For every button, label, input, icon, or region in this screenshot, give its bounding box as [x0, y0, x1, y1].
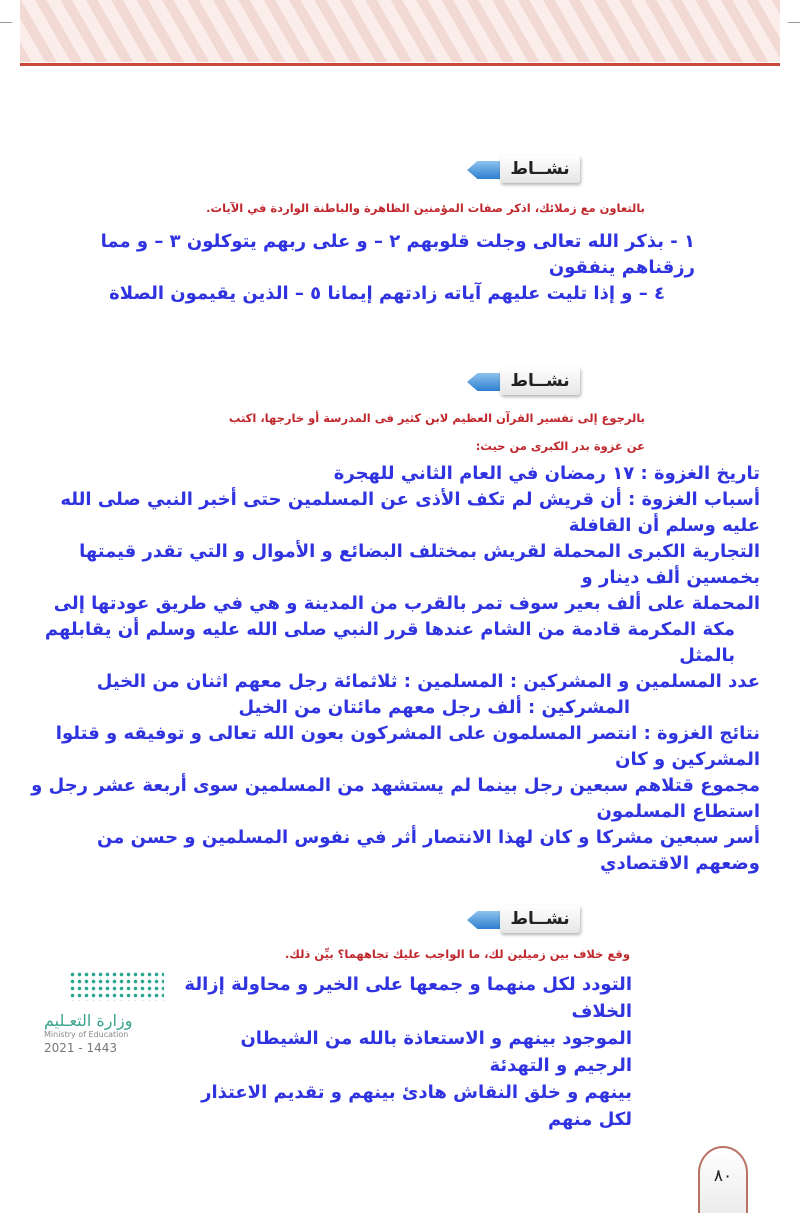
answer-line: التودد لكل منهما و جمعها على الخير و محاولة إزالة الخلاف	[184, 974, 632, 1022]
activity-badge	[465, 905, 580, 935]
activity-badge	[465, 367, 580, 397]
answer-line: المشركين : ألف رجل معهم مائتان من الخيل	[238, 697, 630, 718]
activity-instruction: بالتعاون مع زملائك، اذكر صفات المؤمنين الظاهرة والباطنة الواردة في الآيات.	[206, 201, 645, 215]
answer-line: ٤ – و إذا تليت عليهم آياته زادتهم إيمانا ٥ – الذين يقيمون الصلاة	[109, 283, 665, 304]
activity-instruction: وقع خلاف بين زميلين لك، ما الواجب عليك تجاههما؟ بيِّن ذلك.	[285, 947, 630, 961]
activity-label: نشــاط	[500, 367, 580, 395]
activity-label: نشــاط	[500, 155, 580, 183]
answer-line: بينهم و خلق النقاش هادئ بينهم و تقديم الاعتذار لكل منهم	[201, 1082, 632, 1130]
activity-1	[0, 155, 800, 307]
page-number: ٨٠	[698, 1146, 748, 1213]
activity-instruction: بالرجوع إلى تفسير القرآن العظيم لابن كثير فى المدرسة أو خارجها، اكتب	[228, 411, 645, 425]
activity-3-row	[0, 971, 800, 1133]
activity-label: نشــاط	[500, 905, 580, 933]
ministry-logo	[44, 971, 164, 1055]
answer-line: الموجود بينهم و الاستعاذة بالله من الشيطان الرجيم و التهدئة	[240, 1028, 632, 1076]
answer-line: ١ - بذكر الله تعالى وجلت قلوبهم ٢ – و على ربهم يتوكلون ٣ – و مما رزقناهم ينفقون	[100, 231, 695, 278]
answer-line: أسباب الغزوة : أن قريش لم تكف الأذى عن المسلمين حتى أخبر النبي صلى الله عليه وسلم أن القافلة	[60, 489, 760, 536]
answer-line: عدد المسلمين و المشركين : المسلمين : ثلاثمائة رجل معهم اثنان من الخيل	[96, 671, 760, 692]
activity-answer	[30, 461, 760, 877]
answer-line: تاريخ الغزوة : ١٧ رمضان في العام الثاني للهجرة	[333, 463, 760, 484]
answer-line: التجارية الكبرى المحملة لقريش بمختلف البضائع و الأموال و التي تقدر قيمتها بخمسين ألف دينار و	[79, 541, 760, 588]
answer-line: نتائج الغزوة : انتصر المسلمون على المشركون بعون الله تعالى و توفيقه و قتلوا المشركين و كان	[55, 723, 760, 770]
activity-answer	[184, 971, 632, 1133]
logo-dots-icon	[69, 971, 164, 1001]
activity-3	[0, 905, 800, 1133]
logo-arabic: وزارة التعـليم	[44, 1011, 133, 1030]
activity-2	[0, 367, 800, 877]
activity-answer	[40, 229, 695, 307]
answer-line: مجموع قتلاهم سبعين رجل بينما لم يستشهد من المسلمين سوى أربعة عشر رجل و استطاع المسلمون	[31, 775, 760, 822]
answer-line: المحملة على ألف بعير سوف تمر بالقرب من المدينة و هي في طريق عودتها إلى	[53, 593, 760, 614]
logo-year: 2021 - 1443	[44, 1041, 118, 1055]
answer-line: أسر سبعين مشركا و كان لهذا الانتصار أثر في نفوس المسلمين و حسن من وضعهم الاقتصادي	[97, 827, 760, 874]
logo-english: Ministry of Education	[44, 1030, 129, 1039]
activity-badge	[465, 155, 580, 185]
activity-instruction: عن غزوة بدر الكبرى من حيث:	[475, 439, 645, 453]
answer-line: مكة المكرمة قادمة من الشام عندها قرر النبي صلى الله عليه وسلم أن يقابلهم بالمثل	[44, 619, 735, 666]
